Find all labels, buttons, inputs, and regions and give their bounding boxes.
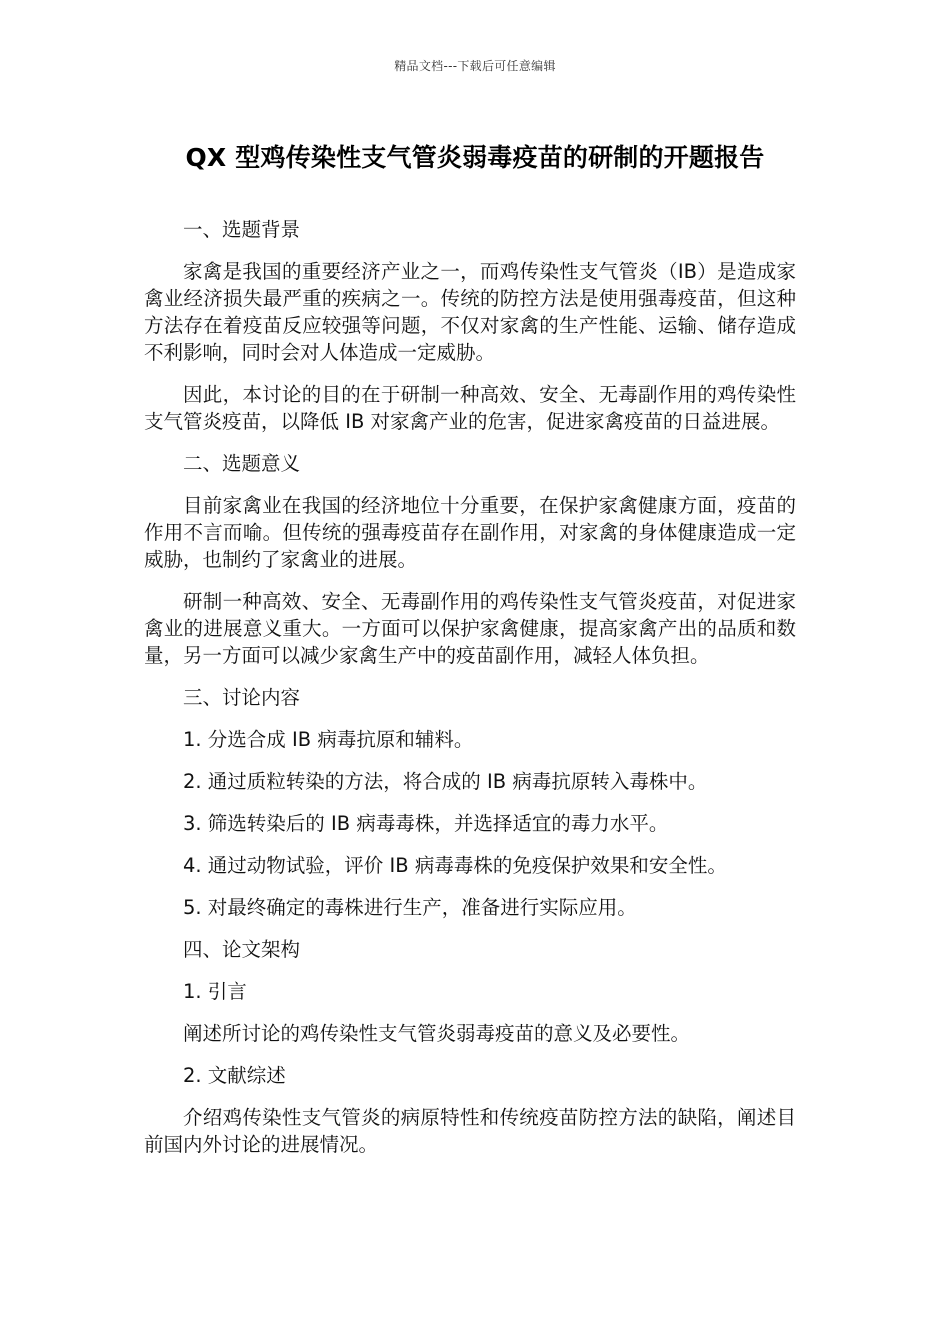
paragraph: 阐述所讨论的鸡传染性支气管炎弱毒疫苗的意义及必要性。 (183, 1022, 691, 1045)
paragraph: 目前家禽业在我国的经济地位十分重要，在保护家禽健康方面，疫苗的作用不言而喻。但传统的强毒疫苗存在副作用，对家禽的身体健康造成一定威胁，也制约了家禽业的进展。 (144, 494, 796, 571)
paragraph: 因此，本讨论的目的在于研制一种高效、安全、无毒副作用的鸡传染性支气管炎疫苗，以降低 IB 对家禽产业的危害，促进家禽疫苗的日益进展。 (144, 383, 796, 433)
paragraph: 家禽是我国的重要经济产业之一，而鸡传染性支气管炎（IB）是造成家禽业经济损失最严重的疾病之一。传统的防控方法是使用强毒疫苗，但这种方法存在着疫苗反应较强等问题，不仅对家禽的生产性能、运输、储存造成不利影响，同时会对人体造成一定威胁。 (144, 260, 796, 364)
document-title: QX 型鸡传染性支气管炎弱毒疫苗的研制的开题报告 (185, 143, 765, 172)
section-heading-content: 三、讨论内容 (183, 686, 301, 709)
list-item: 3. 筛选转染后的 IB 病毒毒株，并选择适宜的毒力水平。 (183, 812, 669, 835)
list-item: 5. 对最终确定的毒株进行生产，准备进行实际应用。 (183, 896, 637, 919)
paragraph: 介绍鸡传染性支气管炎的病原特性和传统疫苗防控方法的缺陷，阐述目前国内外讨论的进展情况。 (144, 1106, 796, 1156)
paragraph: 研制一种高效、安全、无毒副作用的鸡传染性支气管炎疫苗，对促进家禽业的进展意义重大。一方面可以保护家禽健康，提高家禽产出的品质和数量，另一方面可以减少家禽生产中的疫苗副作用，减轻人体负担。 (144, 590, 796, 667)
list-item: 1. 分选合成 IB 病毒抗原和辅料。 (183, 728, 474, 751)
list-item: 2. 通过质粒转染的方法，将合成的 IB 病毒抗原转入毒株中。 (183, 770, 708, 793)
section-heading-background: 一、选题背景 (183, 218, 301, 241)
subheading-introduction: 1. 引言 (183, 980, 247, 1003)
document-body (144, 216, 796, 1173)
section-heading-significance: 二、选题意义 (183, 452, 301, 475)
header-note: 精品文档---下载后可任意编辑 (394, 59, 556, 73)
subheading-literature-review: 2. 文献综述 (183, 1064, 286, 1087)
list-item: 4. 通过动物试验，评价 IB 病毒毒株的免疫保护效果和安全性。 (183, 854, 727, 877)
section-heading-structure: 四、论文架构 (183, 938, 301, 961)
